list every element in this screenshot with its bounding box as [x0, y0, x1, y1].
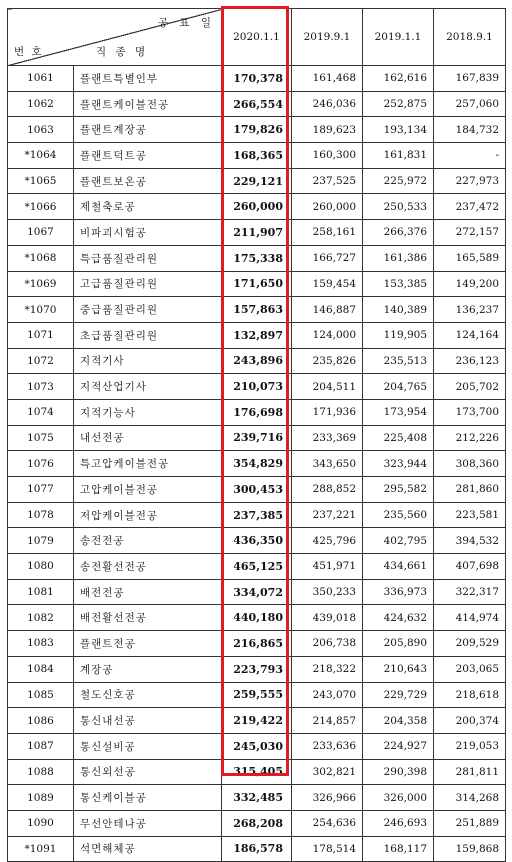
- table-row: [8, 374, 506, 400]
- wage-2020-1-1: 260,000: [222, 194, 292, 220]
- date-header-2018-9-1: 2018.9.1: [434, 9, 506, 66]
- table-row: [8, 451, 506, 477]
- wage-2019-1-1: 434,661: [363, 554, 434, 580]
- wage-2020-1-1: 210,073: [222, 374, 292, 400]
- job-name: 계장공: [74, 656, 222, 682]
- job-name: 석면해체공: [74, 836, 222, 862]
- row-number: 1086: [8, 708, 74, 734]
- table-row: [8, 605, 506, 631]
- wage-2019-9-1: 237,221: [292, 502, 363, 528]
- wage-2018-9-1: 173,700: [434, 399, 506, 425]
- wage-2019-1-1: 225,972: [363, 168, 434, 194]
- wage-2018-9-1: 272,157: [434, 220, 506, 246]
- wage-2019-9-1: 171,936: [292, 399, 363, 425]
- wage-2020-1-1: 223,793: [222, 656, 292, 682]
- wage-2019-9-1: 254,636: [292, 810, 363, 836]
- wage-2020-1-1: 179,826: [222, 117, 292, 143]
- job-name: 특고압케이블전공: [74, 451, 222, 477]
- table-row: [8, 502, 506, 528]
- wage-2019-9-1: 260,000: [292, 194, 363, 220]
- wage-2019-9-1: 343,650: [292, 451, 363, 477]
- wage-2020-1-1: 243,896: [222, 348, 292, 374]
- wage-2020-1-1: 237,385: [222, 502, 292, 528]
- row-number: *1070: [8, 297, 74, 323]
- wage-2018-9-1: 394,532: [434, 528, 506, 554]
- wage-2018-9-1: 308,360: [434, 451, 506, 477]
- wage-2019-1-1: 140,389: [363, 297, 434, 323]
- wage-2019-9-1: 124,000: [292, 322, 363, 348]
- row-number: 1075: [8, 425, 74, 451]
- table-row: [8, 220, 506, 246]
- job-name: 특급품질관리원: [74, 245, 222, 271]
- wage-2020-1-1: 239,716: [222, 425, 292, 451]
- row-number: 1063: [8, 117, 74, 143]
- wage-2018-9-1: 257,060: [434, 91, 506, 117]
- table-row: [8, 399, 506, 425]
- table-row: [8, 708, 506, 734]
- job-name: 배전활선전공: [74, 605, 222, 631]
- wage-2018-9-1: 414,974: [434, 605, 506, 631]
- wage-2019-1-1: 225,408: [363, 425, 434, 451]
- table-row: [8, 759, 506, 785]
- wage-2020-1-1: 268,208: [222, 810, 292, 836]
- wage-2019-1-1: 161,831: [363, 143, 434, 169]
- job-name: 제철축로공: [74, 194, 222, 220]
- table-row: [8, 117, 506, 143]
- wage-2018-9-1: 124,164: [434, 322, 506, 348]
- job-name: 고압케이블전공: [74, 477, 222, 503]
- wage-2020-1-1: 440,180: [222, 605, 292, 631]
- table-row: [8, 91, 506, 117]
- wage-2020-1-1: 266,554: [222, 91, 292, 117]
- wage-2019-1-1: 210,643: [363, 656, 434, 682]
- wage-2020-1-1: 157,863: [222, 297, 292, 323]
- table-row: [8, 194, 506, 220]
- table-row: [8, 168, 506, 194]
- row-number: 1061: [8, 66, 74, 92]
- table-row: [8, 656, 506, 682]
- wage-2019-9-1: 350,233: [292, 579, 363, 605]
- wage-2020-1-1: 245,030: [222, 733, 292, 759]
- job-name: 철도신호공: [74, 682, 222, 708]
- table-row: [8, 528, 506, 554]
- table-row: [8, 477, 506, 503]
- job-name: 중급품질관리원: [74, 297, 222, 323]
- wage-2018-9-1: 205,702: [434, 374, 506, 400]
- row-number: 1077: [8, 477, 74, 503]
- wage-2020-1-1: 216,865: [222, 631, 292, 657]
- wage-2019-1-1: 204,765: [363, 374, 434, 400]
- table-row: [8, 348, 506, 374]
- job-name: 지적기능사: [74, 399, 222, 425]
- wage-2018-9-1: 236,123: [434, 348, 506, 374]
- wage-2019-1-1: 235,560: [363, 502, 434, 528]
- row-number: *1065: [8, 168, 74, 194]
- table-row: [8, 425, 506, 451]
- wage-2020-1-1: 465,125: [222, 554, 292, 580]
- row-number: 1078: [8, 502, 74, 528]
- index-label: 공 표 일: [157, 17, 215, 29]
- date-header-2019-9-1: 2019.9.1: [292, 9, 363, 66]
- row-number: 1067: [8, 220, 74, 246]
- row-number: *1066: [8, 194, 74, 220]
- job-label: 직 종 명: [96, 46, 149, 58]
- row-number: *1064: [8, 143, 74, 169]
- wage-2019-1-1: 168,117: [363, 836, 434, 862]
- wage-2018-9-1: 212,226: [434, 425, 506, 451]
- row-number: *1068: [8, 245, 74, 271]
- wage-2019-9-1: 206,738: [292, 631, 363, 657]
- wage-2020-1-1: 175,338: [222, 245, 292, 271]
- wage-2019-9-1: 258,161: [292, 220, 363, 246]
- wage-2018-9-1: 223,581: [434, 502, 506, 528]
- row-number: 1081: [8, 579, 74, 605]
- wage-2019-1-1: 173,954: [363, 399, 434, 425]
- wage-2018-9-1: 218,618: [434, 682, 506, 708]
- wage-2019-9-1: 218,322: [292, 656, 363, 682]
- job-name: 지적기사: [74, 348, 222, 374]
- wage-2019-9-1: 302,821: [292, 759, 363, 785]
- wage-2019-1-1: 229,729: [363, 682, 434, 708]
- wage-2019-9-1: 288,852: [292, 477, 363, 503]
- wage-2019-9-1: 243,070: [292, 682, 363, 708]
- wage-2019-9-1: 233,369: [292, 425, 363, 451]
- wage-2020-1-1: 168,365: [222, 143, 292, 169]
- wage-2019-9-1: 235,826: [292, 348, 363, 374]
- table-row: [8, 245, 506, 271]
- wage-2019-1-1: 424,632: [363, 605, 434, 631]
- wage-2018-9-1: 281,860: [434, 477, 506, 503]
- job-name: 플랜트케이블전공: [74, 91, 222, 117]
- wage-2018-9-1: 136,237: [434, 297, 506, 323]
- table-row: [8, 682, 506, 708]
- job-name: 지적산업기사: [74, 374, 222, 400]
- wage-2019-1-1: 266,376: [363, 220, 434, 246]
- wage-2019-1-1: 119,905: [363, 322, 434, 348]
- table-row: [8, 579, 506, 605]
- job-name: 플랜트보온공: [74, 168, 222, 194]
- wage-2020-1-1: 300,453: [222, 477, 292, 503]
- table-row: [8, 554, 506, 580]
- row-number: 1074: [8, 399, 74, 425]
- row-number: 1080: [8, 554, 74, 580]
- wage-2019-1-1: 224,927: [363, 733, 434, 759]
- wage-2019-1-1: 246,693: [363, 810, 434, 836]
- job-name: 고급품질관리원: [74, 271, 222, 297]
- wage-2020-1-1: 332,485: [222, 785, 292, 811]
- wage-2019-1-1: 204,358: [363, 708, 434, 734]
- wage-2018-9-1: 237,472: [434, 194, 506, 220]
- wage-2019-1-1: 235,513: [363, 348, 434, 374]
- row-number: 1084: [8, 656, 74, 682]
- wage-2019-1-1: 250,533: [363, 194, 434, 220]
- wage-2018-9-1: 251,889: [434, 810, 506, 836]
- wage-2019-9-1: 189,623: [292, 117, 363, 143]
- wage-2019-9-1: 233,636: [292, 733, 363, 759]
- table-row: [8, 631, 506, 657]
- row-number: 1087: [8, 733, 74, 759]
- wage-2019-1-1: 162,616: [363, 66, 434, 92]
- wage-2019-1-1: 326,000: [363, 785, 434, 811]
- wage-2018-9-1: -: [434, 143, 506, 169]
- job-name: 통신케이블공: [74, 785, 222, 811]
- wage-2019-9-1: 214,857: [292, 708, 363, 734]
- diagonal-header-cell: [8, 9, 222, 66]
- row-number: 1090: [8, 810, 74, 836]
- table-row: [8, 322, 506, 348]
- wage-2018-9-1: 281,811: [434, 759, 506, 785]
- wage-2020-1-1: 219,422: [222, 708, 292, 734]
- row-number: 1082: [8, 605, 74, 631]
- job-name: 플랜트전공: [74, 631, 222, 657]
- row-number: 1085: [8, 682, 74, 708]
- wage-2019-9-1: 204,511: [292, 374, 363, 400]
- no-label: 번 호: [14, 46, 44, 58]
- wage-2018-9-1: 227,973: [434, 168, 506, 194]
- row-number: 1072: [8, 348, 74, 374]
- wage-2018-9-1: 159,868: [434, 836, 506, 862]
- wage-2020-1-1: 259,555: [222, 682, 292, 708]
- wage-2019-1-1: 323,944: [363, 451, 434, 477]
- wage-2018-9-1: 184,732: [434, 117, 506, 143]
- wage-2019-1-1: 252,875: [363, 91, 434, 117]
- row-number: 1071: [8, 322, 74, 348]
- wage-2019-1-1: 193,134: [363, 117, 434, 143]
- table-row: [8, 66, 506, 92]
- wage-2018-9-1: 167,839: [434, 66, 506, 92]
- wage-2018-9-1: 200,374: [434, 708, 506, 734]
- row-number: 1076: [8, 451, 74, 477]
- row-number: 1088: [8, 759, 74, 785]
- row-number: 1062: [8, 91, 74, 117]
- date-header-2019-1-1: 2019.1.1: [363, 9, 434, 66]
- table-row: [8, 836, 506, 862]
- job-name: 플랜트특별인부: [74, 66, 222, 92]
- job-name: 무선안테나공: [74, 810, 222, 836]
- job-name: 통신외선공: [74, 759, 222, 785]
- job-name: 송전전공: [74, 528, 222, 554]
- wage-2018-9-1: 322,317: [434, 579, 506, 605]
- job-name: 배전전공: [74, 579, 222, 605]
- wage-2018-9-1: 219,053: [434, 733, 506, 759]
- wage-2020-1-1: 186,578: [222, 836, 292, 862]
- table-row: [8, 143, 506, 169]
- table-row: [8, 733, 506, 759]
- wage-2019-1-1: 336,973: [363, 579, 434, 605]
- wage-2018-9-1: 203,065: [434, 656, 506, 682]
- job-name: 통신내선공: [74, 708, 222, 734]
- table-row: [8, 271, 506, 297]
- wage-2020-1-1: 229,121: [222, 168, 292, 194]
- wage-2019-1-1: 290,398: [363, 759, 434, 785]
- job-name: 송전활선전공: [74, 554, 222, 580]
- wage-2019-9-1: 161,468: [292, 66, 363, 92]
- wage-2019-1-1: 402,795: [363, 528, 434, 554]
- wage-table: [7, 8, 506, 862]
- wage-2019-9-1: 146,887: [292, 297, 363, 323]
- table-row: [8, 785, 506, 811]
- job-name: 플랜트덕트공: [74, 143, 222, 169]
- wage-2019-9-1: 160,300: [292, 143, 363, 169]
- wage-2020-1-1: 176,698: [222, 399, 292, 425]
- wage-2019-1-1: 161,386: [363, 245, 434, 271]
- job-name: 내선전공: [74, 425, 222, 451]
- job-name: 저압케이블전공: [74, 502, 222, 528]
- wage-2018-9-1: 149,200: [434, 271, 506, 297]
- wage-2020-1-1: 171,650: [222, 271, 292, 297]
- wage-2019-9-1: 237,525: [292, 168, 363, 194]
- job-name: 플랜트계장공: [74, 117, 222, 143]
- table-row: [8, 297, 506, 323]
- wage-2019-9-1: 326,966: [292, 785, 363, 811]
- wage-2019-9-1: 166,727: [292, 245, 363, 271]
- row-number: 1083: [8, 631, 74, 657]
- wage-2018-9-1: 209,529: [434, 631, 506, 657]
- wage-2018-9-1: 314,268: [434, 785, 506, 811]
- wage-2020-1-1: 211,907: [222, 220, 292, 246]
- row-number: 1079: [8, 528, 74, 554]
- wage-2020-1-1: 132,897: [222, 322, 292, 348]
- wage-2019-1-1: 153,385: [363, 271, 434, 297]
- wage-2019-9-1: 425,796: [292, 528, 363, 554]
- wage-2018-9-1: 407,698: [434, 554, 506, 580]
- wage-2020-1-1: 170,378: [222, 66, 292, 92]
- wage-2019-9-1: 451,971: [292, 554, 363, 580]
- job-name: 비파괴시험공: [74, 220, 222, 246]
- row-number: *1069: [8, 271, 74, 297]
- wage-2019-9-1: 246,036: [292, 91, 363, 117]
- header-row: [8, 9, 506, 66]
- wage-2019-1-1: 205,890: [363, 631, 434, 657]
- row-number: 1089: [8, 785, 74, 811]
- row-number: *1091: [8, 836, 74, 862]
- wage-2018-9-1: 165,589: [434, 245, 506, 271]
- job-name: 통신설비공: [74, 733, 222, 759]
- wage-2019-9-1: 159,454: [292, 271, 363, 297]
- wage-2019-9-1: 439,018: [292, 605, 363, 631]
- wage-2020-1-1: 334,072: [222, 579, 292, 605]
- wage-2020-1-1: 436,350: [222, 528, 292, 554]
- wage-2019-1-1: 295,582: [363, 477, 434, 503]
- job-name: 초급품질관리원: [74, 322, 222, 348]
- row-number: 1073: [8, 374, 74, 400]
- date-header-2020-1-1: 2020.1.1: [222, 9, 292, 66]
- table-row: [8, 810, 506, 836]
- wage-2020-1-1: 354,829: [222, 451, 292, 477]
- wage-2019-9-1: 178,514: [292, 836, 363, 862]
- wage-2020-1-1: 315,405: [222, 759, 292, 785]
